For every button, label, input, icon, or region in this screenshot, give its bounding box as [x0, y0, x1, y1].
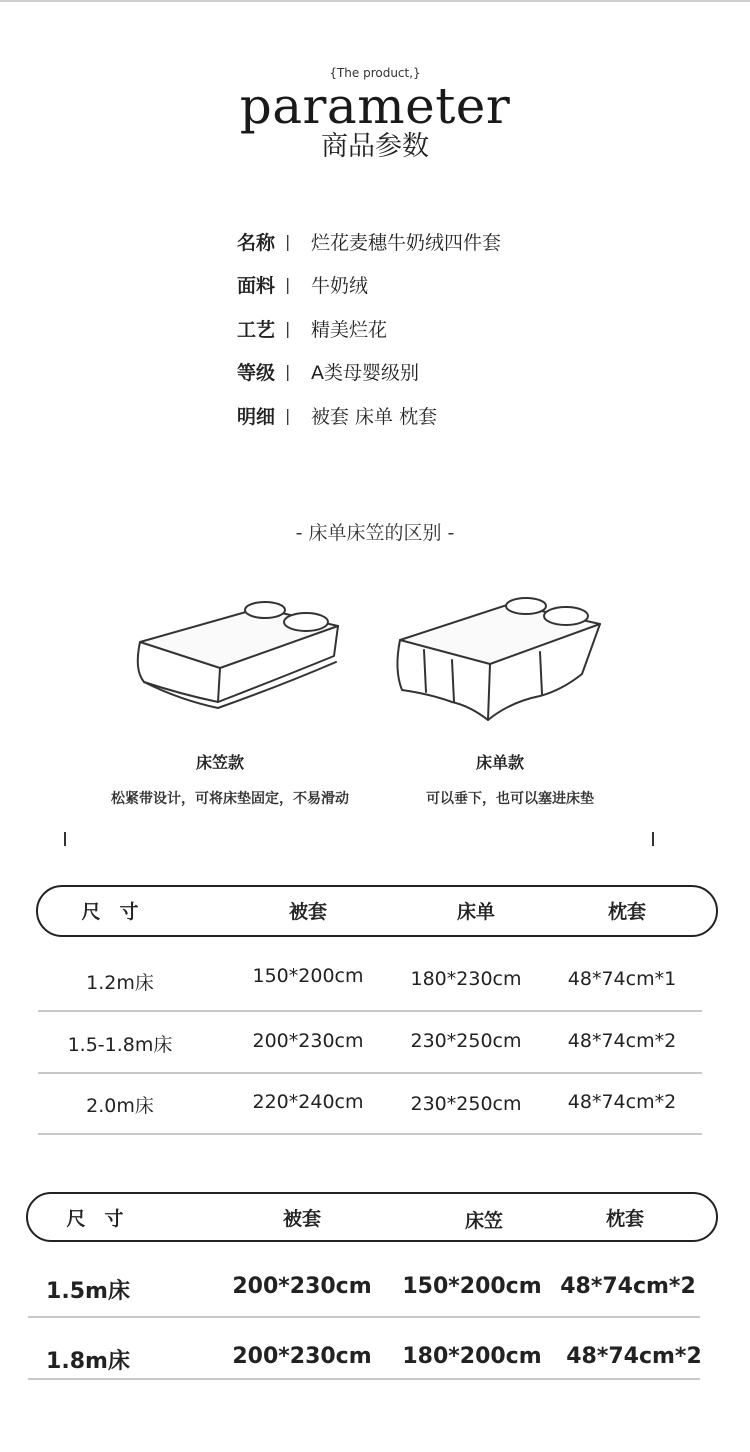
table-cell: 48*74cm*2	[567, 1091, 677, 1113]
param-label: 等级	[237, 361, 276, 384]
tick-mark-right	[652, 832, 654, 846]
param-separator: |	[285, 361, 291, 381]
param-separator: |	[285, 318, 291, 338]
table-cell: 150*200cm	[252, 965, 364, 987]
table-cell: 220*240cm	[252, 1091, 364, 1113]
fitted-caption-title: 床笠款	[195, 753, 244, 772]
table-cell: 48*74cm*2	[566, 1344, 702, 1369]
fitted-sheet-bed-icon	[120, 590, 360, 720]
table-cell: 200*230cm	[232, 1344, 372, 1369]
table-cell: 200*230cm	[232, 1274, 372, 1299]
param-value: A类母婴级别	[311, 361, 419, 384]
table-cell: 1.2m床	[86, 972, 154, 994]
table-cell: 1.5m床	[46, 1279, 130, 1304]
param-value: 烂花麦穗牛奶绒四件套	[311, 231, 502, 254]
page-subtitle: 商品参数	[321, 131, 429, 162]
param-label: 工艺	[237, 318, 276, 341]
table-cell: 230*250cm	[410, 1093, 522, 1115]
param-label: 明细	[237, 405, 276, 428]
flat-caption-title: 床单款	[475, 753, 524, 772]
table-row-divider	[28, 1316, 700, 1318]
param-label: 面料	[237, 274, 276, 297]
table-header-cell: 尺 寸	[66, 1208, 124, 1230]
table-cell: 150*200cm	[402, 1274, 542, 1299]
table-cell: 230*250cm	[410, 1030, 522, 1052]
param-row-detail	[237, 402, 437, 428]
section-heading: - 床单床笠的区别 -	[295, 522, 455, 544]
table-cell: 48*74cm*2	[560, 1274, 696, 1299]
table-header-cell: 被套	[288, 901, 327, 923]
table-row-divider	[38, 1010, 702, 1012]
table-cell: 48*74cm*1	[567, 968, 677, 990]
table-cell: 180*200cm	[402, 1344, 542, 1369]
table-header-cell: 被套	[282, 1208, 321, 1230]
param-separator: |	[285, 231, 291, 251]
tick-mark-left	[64, 832, 66, 846]
param-value: 被套 床单 枕套	[311, 405, 438, 428]
table-header-cell: 尺 寸	[81, 901, 139, 923]
param-value: 牛奶绒	[311, 274, 369, 297]
table-cell: 1.8m床	[46, 1349, 130, 1374]
param-separator: |	[285, 405, 291, 425]
table-header-cell: 枕套	[607, 901, 646, 923]
flat-sheet-bed-icon	[390, 590, 615, 725]
top-divider	[0, 0, 750, 2]
table-cell: 180*230cm	[410, 968, 522, 990]
param-separator: |	[285, 274, 291, 294]
table-header-cell: 枕套	[605, 1208, 644, 1230]
header-sup: {The product,}	[329, 66, 421, 80]
fitted-caption-desc: 松紧带设计，可将床垫固定，不易滑动	[111, 791, 349, 807]
table-row-divider	[28, 1378, 700, 1380]
param-label: 名称	[237, 231, 276, 254]
param-row-name	[237, 228, 501, 254]
param-row-fabric	[237, 271, 368, 297]
table-row-divider	[38, 1133, 702, 1135]
table-cell: 200*230cm	[252, 1030, 364, 1052]
table-cell: 48*74cm*2	[567, 1030, 677, 1052]
param-row-grade	[237, 358, 419, 384]
table-cell: 2.0m床	[86, 1095, 154, 1117]
table-header-cell: 床笠	[464, 1210, 503, 1232]
table-row-divider	[38, 1072, 702, 1074]
page-title: parameter	[239, 77, 511, 135]
param-value: 精美烂花	[311, 318, 388, 341]
table-header-cell: 床单	[456, 901, 495, 923]
param-row-craft	[237, 315, 387, 341]
table-cell: 1.5-1.8m床	[67, 1034, 173, 1056]
flat-caption-desc: 可以垂下，也可以塞进床垫	[426, 791, 594, 807]
